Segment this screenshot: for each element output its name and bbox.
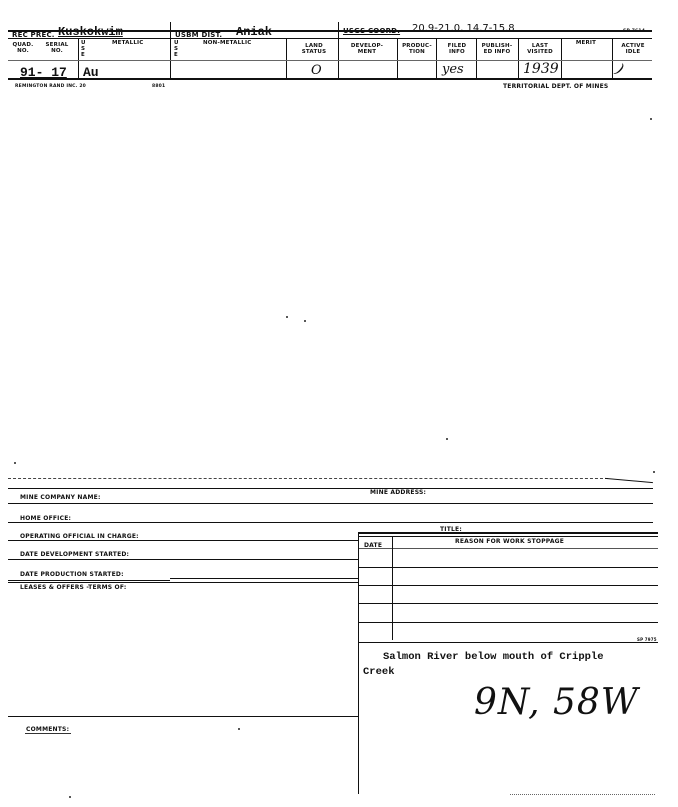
form-number: SP 7614: [623, 29, 646, 34]
date-development-label: DATE DEVELOPMENT STARTED:: [20, 551, 130, 558]
record-metallic: Au: [83, 65, 99, 80]
usbm-dist-label: USBM DIST.: [175, 31, 223, 39]
form-number-2: SP 7975: [637, 637, 657, 642]
rec-prec-value: Kuskokwim: [58, 25, 123, 39]
reason-column-header: REASON FOR WORK STOPPAGE: [455, 538, 565, 545]
record-active-idle: ): [612, 59, 627, 79]
scan-speck: [286, 316, 288, 318]
operating-official-label: OPERATING OFFICIAL IN CHARGE:: [20, 533, 139, 540]
printer-code: 8801: [152, 84, 166, 89]
col-use-letters-nonmetallic: U S E: [174, 40, 179, 58]
col-filed-info: FILED INFO: [447, 43, 467, 55]
usgs-coord-label: USGS COORD.: [343, 27, 401, 35]
township-range: 9N, 58W: [474, 682, 639, 723]
record-quad-serial: 91- 17: [20, 65, 67, 80]
col-last-visited: LAST VISITED: [527, 43, 553, 55]
record-filed-info: yes: [442, 62, 464, 77]
scan-speck: [238, 728, 240, 730]
usgs-coord-value: 20.9-21.0, 14.7-15.8: [412, 23, 515, 34]
col-published-info: PUBLISH-ED INFO: [481, 43, 513, 55]
date-production-label: DATE PRODUCTION STARTED:: [20, 571, 124, 578]
home-office-label: HOME OFFICE:: [20, 515, 72, 522]
usbm-dist-value: Aniak: [236, 25, 273, 39]
mine-company-name-label: MINE COMPANY NAME:: [20, 494, 101, 501]
record-land-status: O: [311, 63, 322, 78]
scan-speck: [446, 438, 448, 440]
record-last-visited: 1939: [523, 61, 559, 77]
scan-speck: [69, 796, 71, 798]
col-serial-no: SERIAL NO.: [45, 42, 69, 54]
col-production: PRODUC-TION: [402, 43, 432, 55]
title-label: TITLE:: [440, 526, 462, 533]
col-development: DEVELOP-MENT: [350, 43, 384, 55]
col-land-status: LAND STATUS: [301, 43, 327, 55]
scan-speck: [14, 462, 16, 464]
rec-prec-label: REC PREC.: [12, 31, 55, 39]
printer-line: REMINGTON RAND INC. 20: [15, 84, 86, 89]
location-text-line-2: Creek: [363, 666, 395, 678]
col-merit: MERIT: [575, 40, 597, 46]
mine-address-label: MINE ADDRESS:: [370, 489, 427, 496]
location-text-line-1: Salmon River below mouth of Cripple: [383, 651, 604, 663]
scan-speck: [653, 471, 655, 473]
scan-speck: [650, 118, 652, 120]
col-use-letters-metallic: U S E: [81, 40, 86, 58]
scan-speck: [304, 320, 306, 322]
col-metallic: METALLIC: [112, 40, 144, 46]
comments-label: COMMENTS:: [26, 726, 70, 733]
col-non-metallic: NON-METALLIC: [203, 40, 252, 46]
col-active-idle: ACTIVE IDLE: [621, 43, 645, 55]
date-column-header: DATE: [364, 542, 383, 549]
department-line: TERRITORIAL DEPT. OF MINES: [503, 83, 609, 90]
leases-offers-label: LEASES & OFFERS -TERMS OF:: [20, 584, 127, 591]
col-quad-no: QUAD. NO.: [12, 42, 34, 54]
